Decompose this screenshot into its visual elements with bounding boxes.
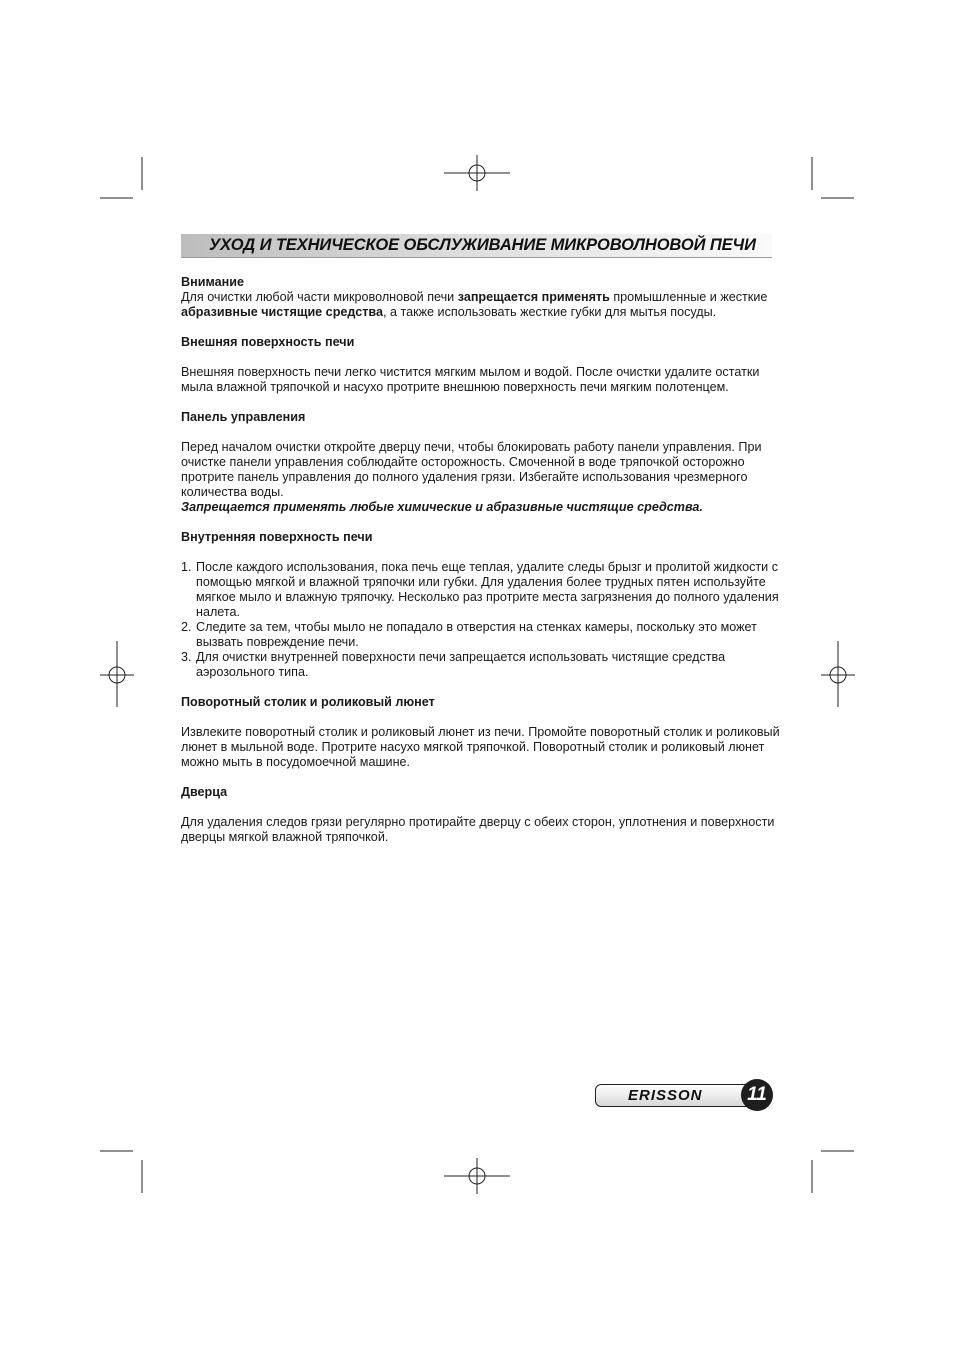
door-text: Для удаления следов грязи регулярно протирайте дверцу с обеих сторон, уплотнения и поверхности дверцы мягкой влажной тряпочкой.: [181, 815, 775, 844]
page-title: УХОД И ТЕХНИЧЕСКОЕ ОБСЛУЖИВАНИЕ МИКРОВОЛНОВОЙ ПЕЧИ: [209, 236, 756, 254]
list-item: [181, 650, 781, 680]
list-item-number: 1.: [181, 560, 192, 574]
turntable-heading: Поворотный столик и роликовый люнет: [181, 695, 435, 709]
main-content: [181, 275, 781, 845]
attention-text-part2: промышленные и жесткие: [609, 290, 768, 304]
section-title-bar: [181, 234, 772, 258]
control-panel-text: Перед началом очистки откройте дверцу печи, чтобы блокировать работу панели управления. При очистке панели управления соблюдайте осторожность. Смоченной в воде тряпочкой осторожно протрите панель управления до полного удаления грязи. Избегайте использования чрезмерного количества воды.: [181, 440, 762, 499]
door-heading: Дверца: [181, 785, 228, 799]
list-item: [181, 560, 781, 620]
control-panel-warning: Запрещается применять любые химические и абразивные чистящие средства.: [181, 500, 703, 514]
list-item-text: Следите за тем, чтобы мыло не попадало в отверстия на стенках камеры, поскольку это может вызвать повреждение печи.: [196, 620, 757, 649]
attention-text: [181, 290, 781, 320]
brand-footer: [595, 1083, 773, 1107]
attention-text-part1: Для очистки любой части микроволновой печи: [181, 290, 458, 304]
list-item: [181, 620, 781, 650]
brand-logo: ERISSON: [628, 1087, 703, 1104]
list-item-number: 2.: [181, 620, 192, 634]
outer-surface-text: Внешняя поверхность печи легко чистится мягким мылом и водой. После очистки удалите остатки мыла влажной тряпочкой и насухо протрите внешнюю поверхность печи мягким полотенцем.: [181, 365, 760, 394]
list-item-text: Для очистки внутренней поверхности печи запрещается использовать чистящие средства аэрозольного типа.: [196, 650, 726, 679]
turntable-text: Извлеките поворотный столик и роликовый люнет из печи. Промойте поворотный столик и роликовый люнет в мыльной воде. Протрите насухо мягкой тряпочкой. Поворотный столик и роликовый люнет можно мыть в посудомоечной машине.: [181, 725, 780, 769]
control-panel-heading: Панель управления: [181, 410, 306, 424]
inner-surface-list: [181, 560, 781, 680]
page-number: 11: [741, 1079, 773, 1111]
brand-logo-box: [595, 1084, 757, 1107]
outer-surface-heading: Внешняя поверхность печи: [181, 335, 355, 349]
list-item-number: 3.: [181, 650, 192, 664]
attention-bold-forbidden: запрещается применять: [457, 290, 610, 304]
list-item-text: После каждого использования, пока печь еще теплая, удалите следы брызг и пролитой жидкости с помощью мягкой и влажной тряпочки или губки. Для удаления более трудных пятен используйте мягкое мыло и влажную тряпочку. Несколько раз протрите места загрязнения до полного удаления налета.: [196, 560, 779, 619]
inner-surface-heading: Внутренняя поверхность печи: [181, 530, 373, 544]
attention-text-part3: , а также использовать жесткие губки для мытья посуды.: [382, 305, 717, 319]
attention-bold-abrasive: абразивные чистящие средства: [181, 305, 383, 319]
attention-heading: Внимание: [181, 275, 244, 289]
